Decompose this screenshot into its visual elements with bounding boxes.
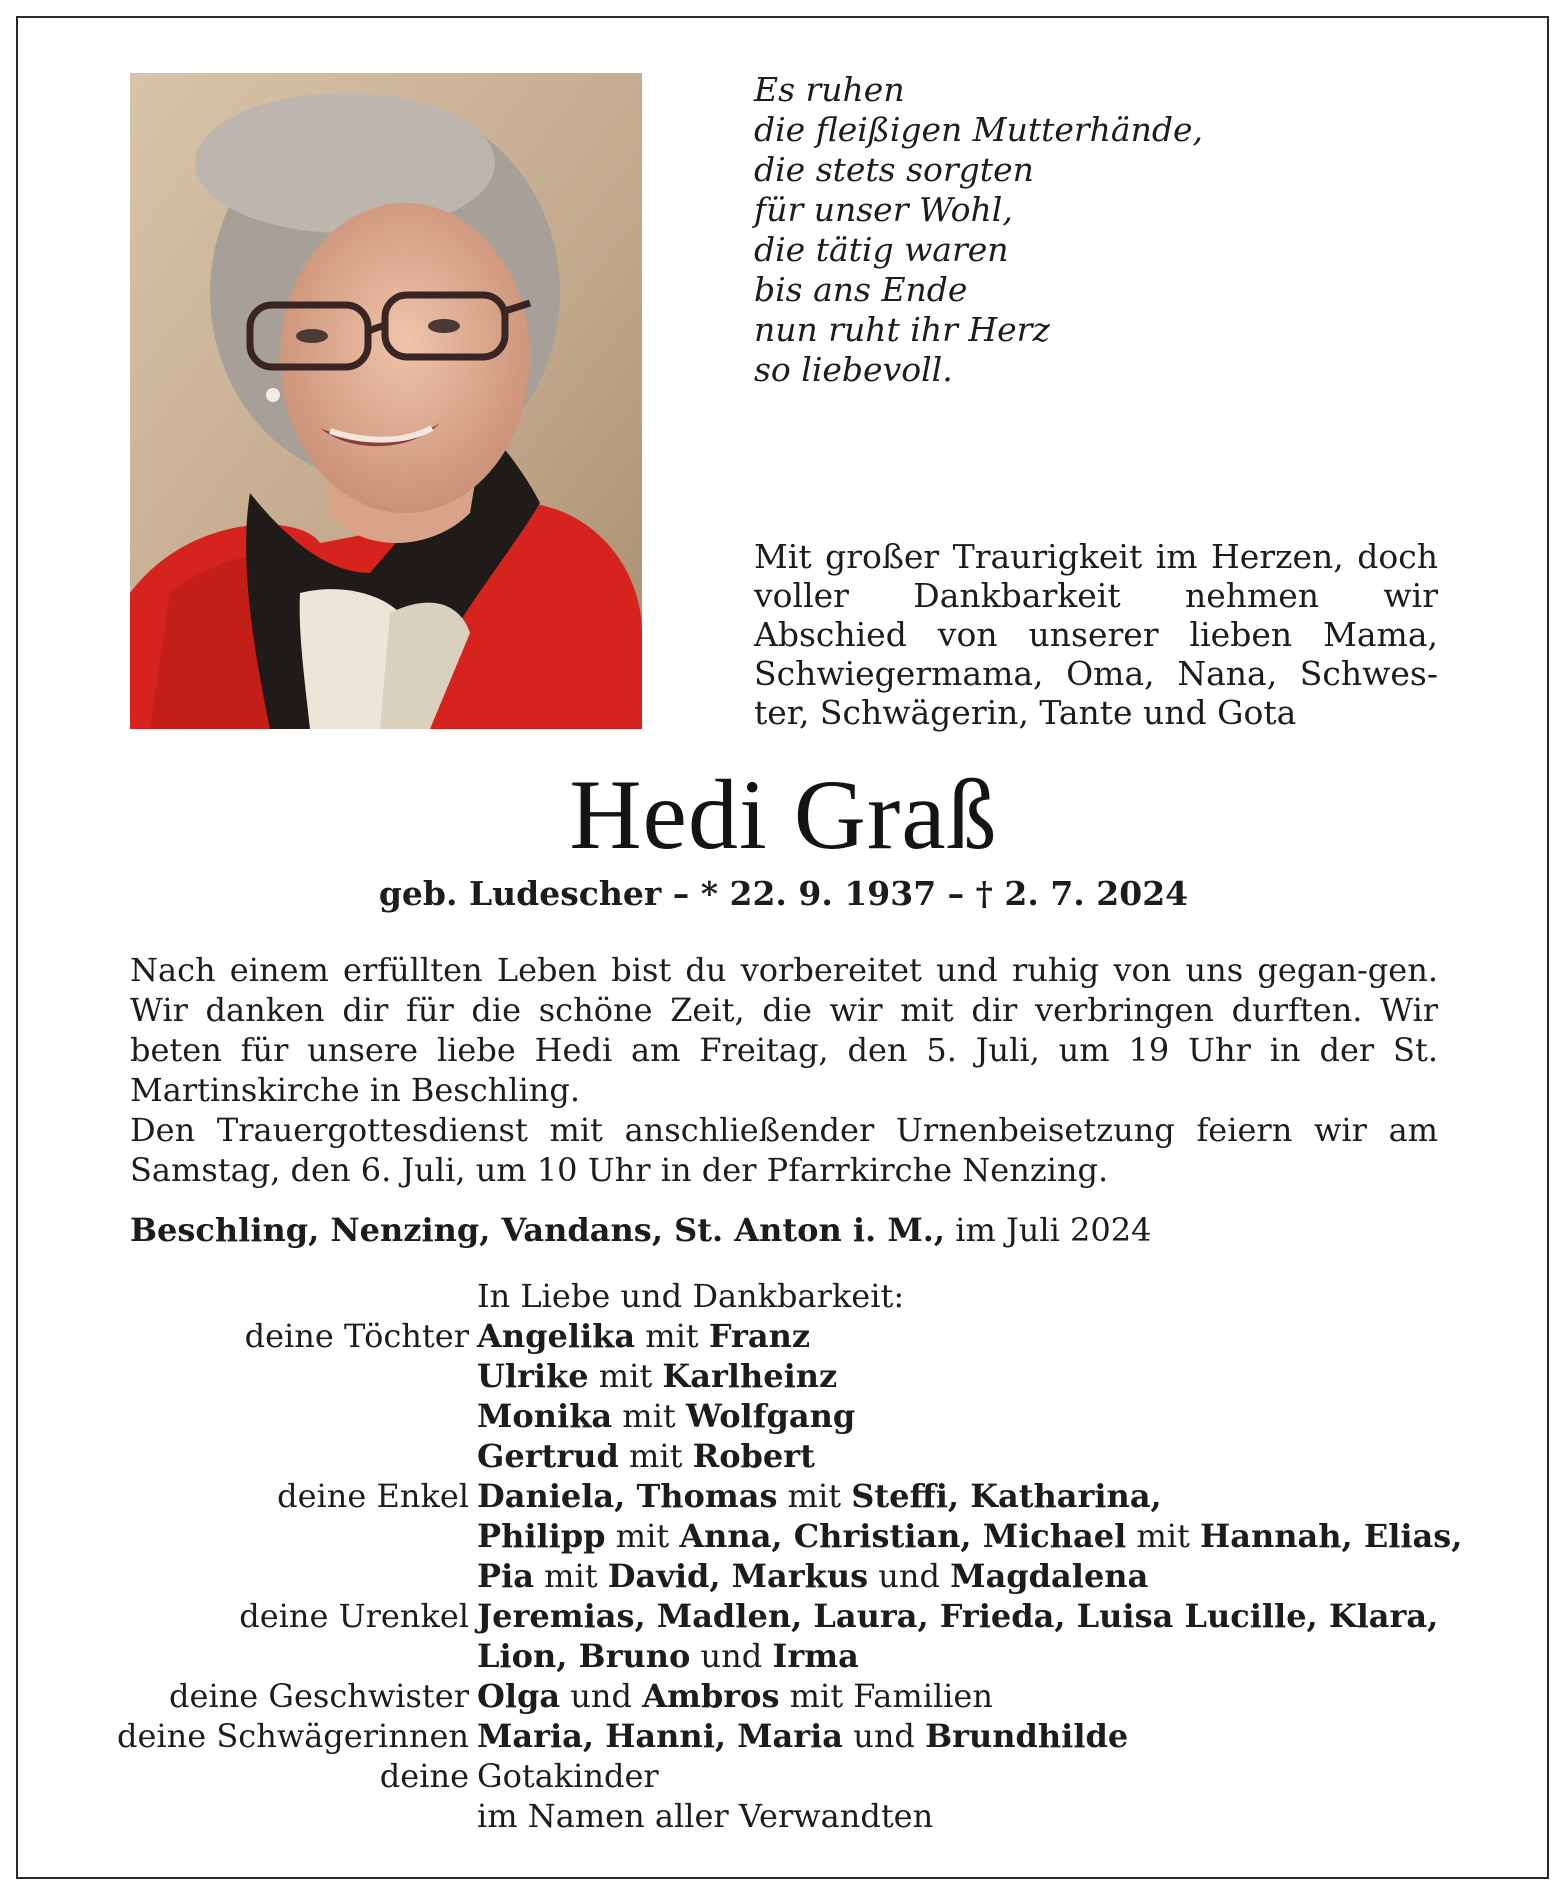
family-row (0, 1636, 1567, 1676)
family-connector: und (560, 1677, 643, 1715)
announcement-text (130, 950, 1438, 1190)
family-names (477, 1476, 1162, 1516)
family-connector: mit (635, 1317, 709, 1355)
family-connector: mit Familien (779, 1677, 993, 1715)
family-names (477, 1396, 855, 1436)
poem-line: nun ruht ihr Herz (754, 310, 1050, 349)
family-member-name: Steffi, Katharina, (851, 1477, 1162, 1515)
family-member-name: Lion, Bruno (477, 1637, 691, 1675)
body-paragraph: Nach einem erfüllten Leben bist du vorbereitet und ruhig von uns gegan-gen. Wir danken dir für die schöne Zeit, die wir mit dir verbringen durften. Wir beten für unsere liebe Hedi am Freitag, den 5. Juli, um 19 Uhr in der St. Martinskirche in Beschling. (130, 951, 1438, 1109)
poem-line: Es ruhen (754, 70, 905, 109)
family-member-name: Gertrud (477, 1437, 619, 1475)
poem-line: so liebevoll. (754, 350, 953, 389)
family-names (477, 1716, 1128, 1756)
family-member-name: Irma (772, 1637, 859, 1675)
family-row (0, 1436, 1567, 1476)
family-heading: In Liebe und Dankbarkeit: (477, 1277, 905, 1315)
family-names (477, 1756, 659, 1796)
family-connector: und (868, 1557, 951, 1595)
family-names (477, 1356, 837, 1396)
family-row (0, 1756, 1567, 1796)
family-heading-row (0, 1276, 1567, 1316)
family-row (0, 1716, 1567, 1756)
family-connector: im Namen aller Verwandten (477, 1797, 934, 1835)
poem (754, 70, 1274, 390)
deceased-name: Hedi Graß (569, 759, 998, 870)
body-paragraph: Den Trauergottesdienst mit anschließender Urnenbeisetzung feiern wir am Samstag, den 6. Juli, um 10 Uhr in der Pfarrkirche Nenzing. (130, 1111, 1438, 1189)
family-relation-label: deine Enkel (277, 1477, 469, 1515)
family-member-name: Monika (477, 1397, 613, 1435)
family-member-name: Pia (477, 1557, 534, 1595)
family-member-name: Wolfgang (685, 1397, 856, 1435)
family-member-name: Angelika (477, 1317, 636, 1355)
family-relation-label: deine Schwägerinnen (116, 1717, 469, 1755)
family-member-name: Robert (692, 1437, 815, 1475)
family-member-name: Karlheinz (662, 1357, 838, 1395)
family-member-name: Olga (477, 1677, 561, 1715)
poem-line: die fleißigen Mutterhände, (754, 110, 1203, 149)
place-and-date (130, 1210, 1438, 1250)
family-member-name: Daniela, Thomas (477, 1477, 778, 1515)
family-names (477, 1676, 993, 1716)
family-member-name: Anna, Christian, Michael (679, 1517, 1127, 1555)
family-relation-label: deine Geschwister (169, 1677, 469, 1715)
family-connector: mit (588, 1357, 663, 1395)
family-connector: mit (618, 1437, 693, 1475)
family-row (0, 1316, 1567, 1356)
family-row (0, 1596, 1567, 1636)
family-member-name: Jeremias, Madlen, Laura, Frieda, Luisa Lucille, Klara, (477, 1597, 1439, 1635)
family-names (477, 1556, 1148, 1596)
family-member-name: David, Markus (607, 1557, 869, 1595)
family-names (477, 1596, 1438, 1636)
family-member-name: Franz (708, 1317, 811, 1355)
poem-line: die tätig waren (754, 230, 1009, 269)
family-names (477, 1316, 810, 1356)
family-relation-label: deine (379, 1757, 469, 1795)
family-connector: mit (605, 1517, 680, 1555)
place-date: im Juli 2024 (955, 1211, 1152, 1249)
family-row (0, 1396, 1567, 1436)
family-member-name: Ulrike (477, 1357, 589, 1395)
family-names (477, 1636, 859, 1676)
family-connector: und (690, 1637, 773, 1675)
family-connector: mit (612, 1397, 686, 1435)
portrait-photo (130, 73, 642, 729)
family-member-name: Hannah, Elias, (1200, 1517, 1463, 1555)
family-member-name: Maria, Hanni, Maria (477, 1717, 844, 1755)
family-names (477, 1436, 815, 1476)
family-row (0, 1796, 1567, 1836)
family-connector: Gotakinder (477, 1757, 659, 1795)
poem-line: bis ans Ende (754, 270, 968, 309)
family-list (0, 1276, 1567, 1836)
intro-text: Mit großer Traurigkeit im Herzen, doch voller Dankbarkeit nehmen wir Abschied von unserer lieben Mama, Schwiegermama, Oma, Nana, Schwes-ter, Schwägerin, Tante und Gota (754, 537, 1438, 732)
family-relation-label: deine Urenkel (239, 1597, 469, 1635)
family-row (0, 1356, 1567, 1396)
family-connector: und (843, 1717, 926, 1755)
family-names (477, 1516, 1462, 1556)
family-member-name: Philipp (477, 1517, 606, 1555)
family-relation-label: deine Töchter (244, 1317, 469, 1355)
family-row (0, 1556, 1567, 1596)
portrait-image (130, 73, 642, 729)
family-connector: mit (533, 1557, 608, 1595)
place-towns: Beschling, Nenzing, Vandans, St. Anton i. M., (130, 1211, 946, 1249)
family-row (0, 1516, 1567, 1556)
family-connector: mit (777, 1477, 852, 1515)
family-connector: mit (1126, 1517, 1201, 1555)
family-row (0, 1476, 1567, 1516)
poem-line: für unser Wohl, (754, 190, 1013, 229)
family-names (477, 1796, 933, 1836)
family-member-name: Magdalena (950, 1557, 1149, 1595)
poem-line: die stets sorgten (754, 150, 1034, 189)
family-member-name: Ambros (642, 1677, 780, 1715)
life-dates: geb. Ludescher – * 22. 9. 1937 – † 2. 7. 2024 (378, 874, 1189, 913)
family-member-name: Brundhilde (925, 1717, 1129, 1755)
family-row (0, 1676, 1567, 1716)
